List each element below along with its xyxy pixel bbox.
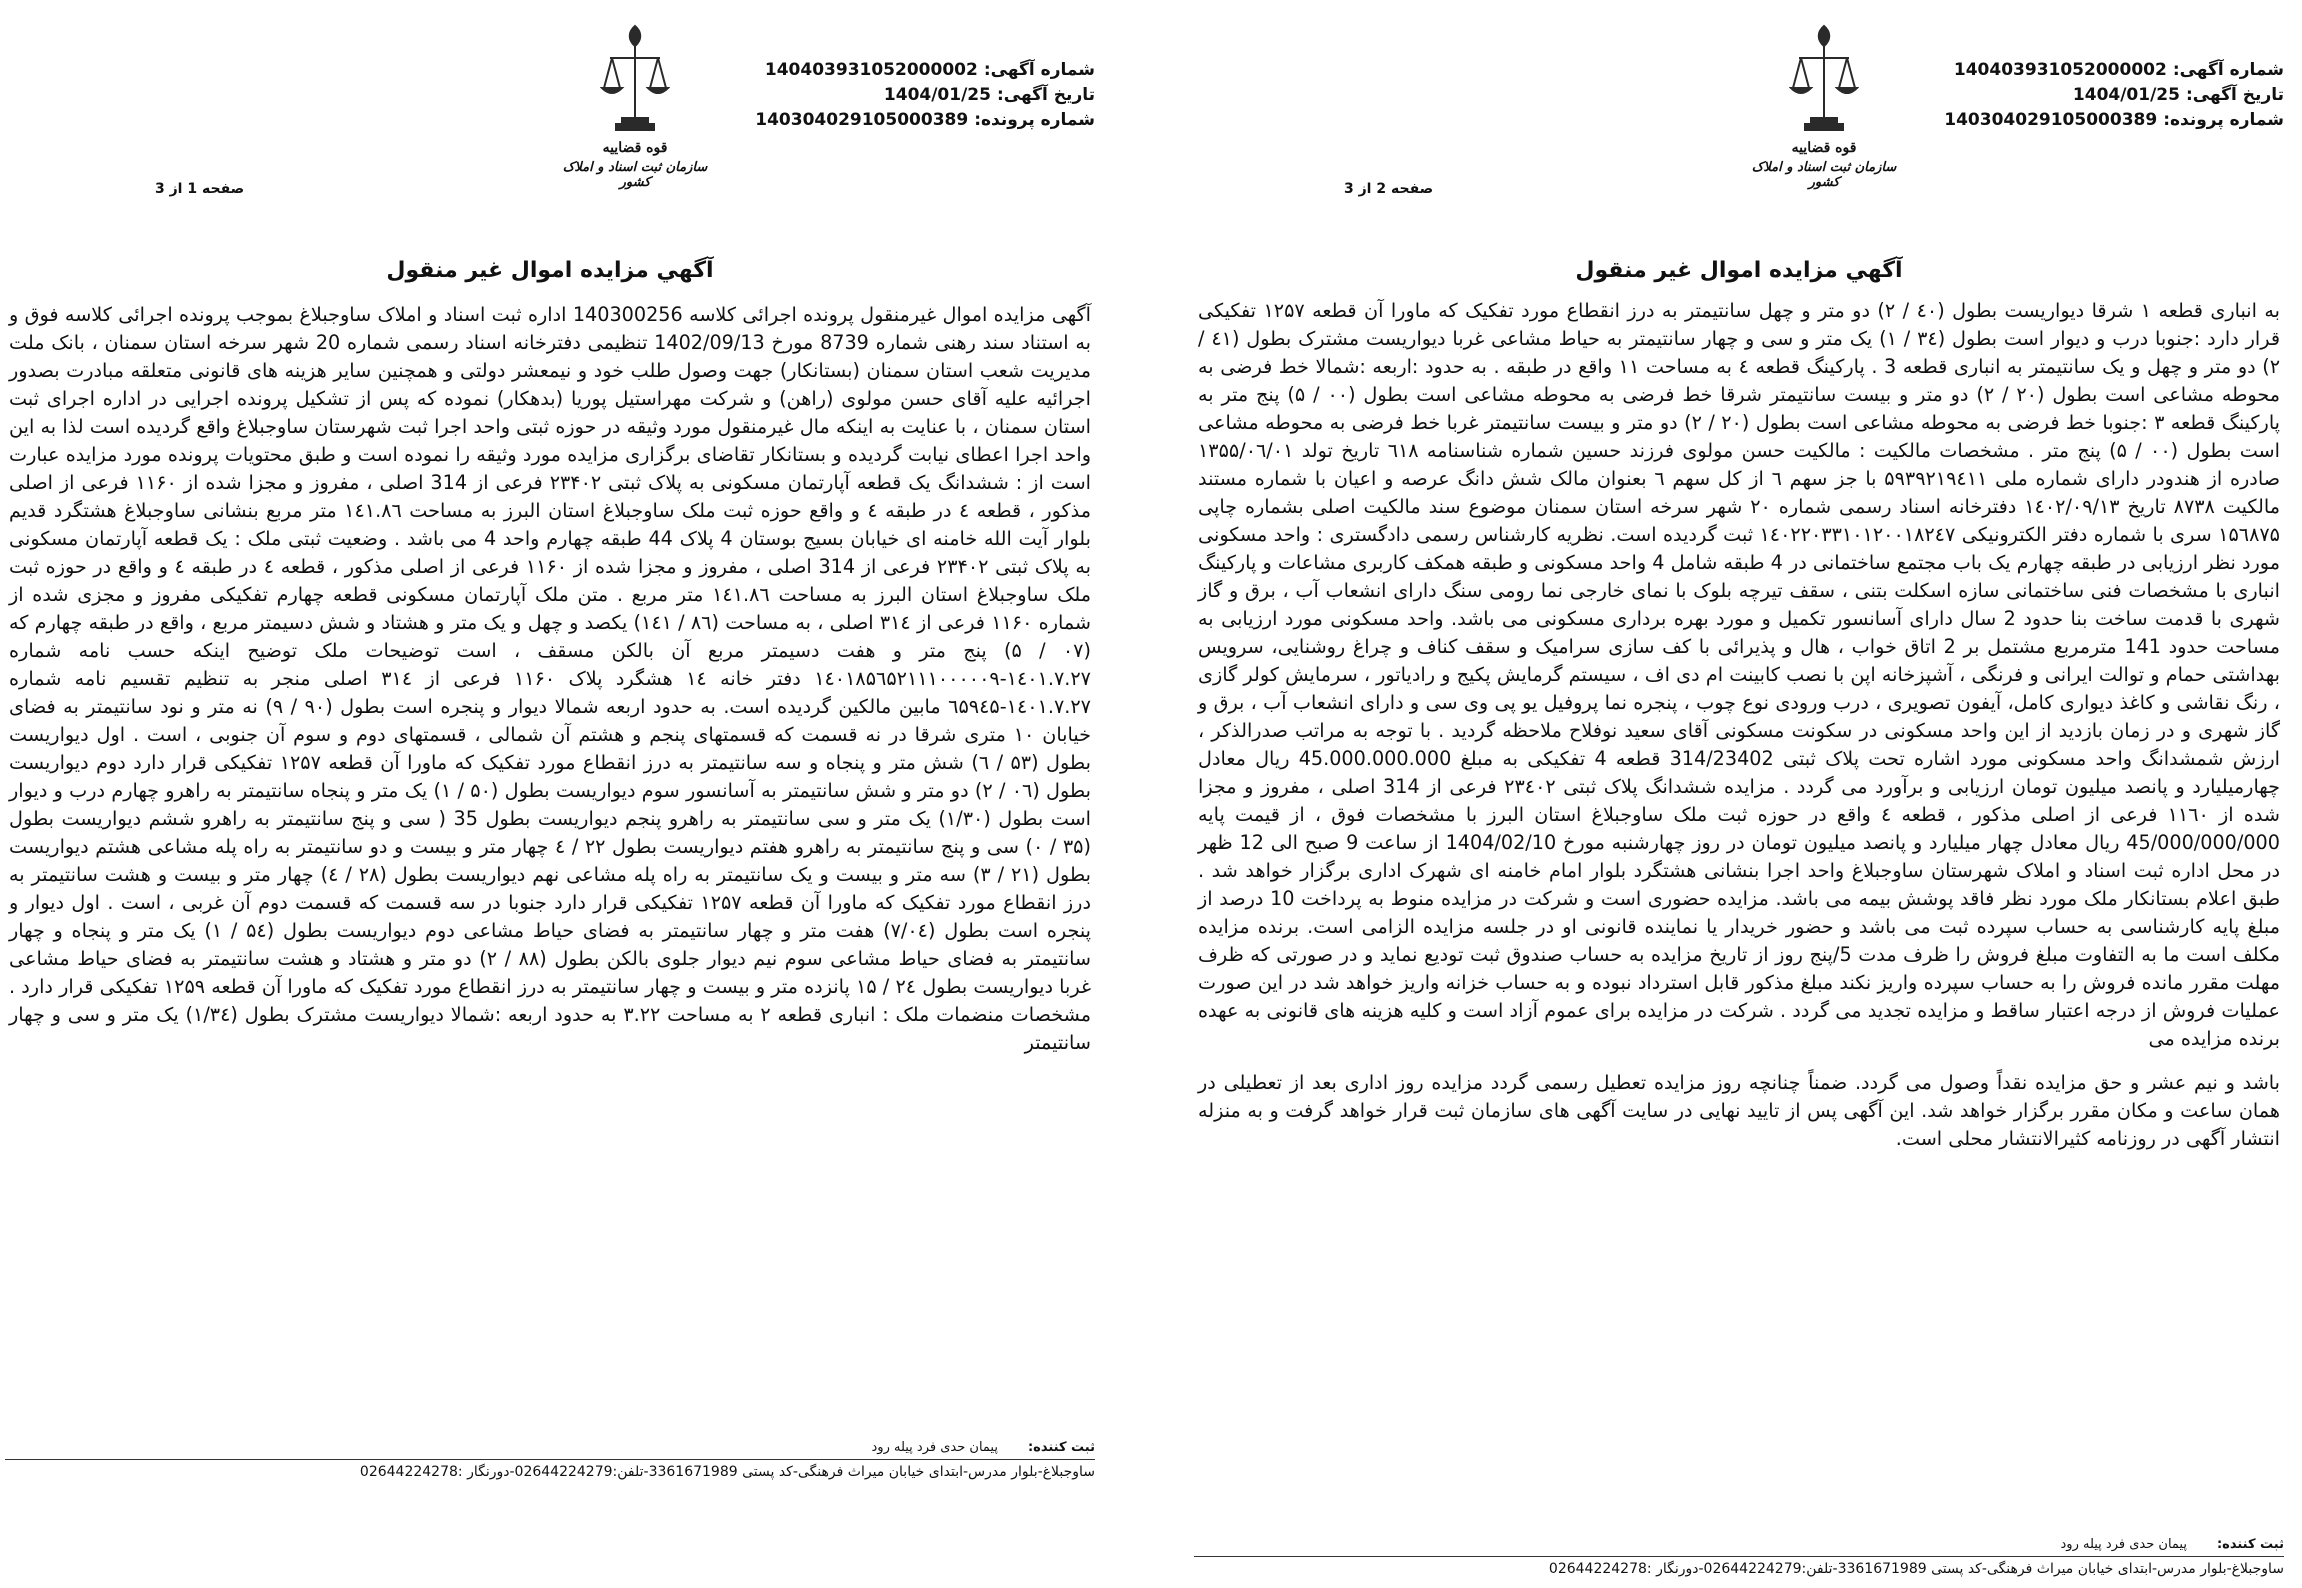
notice-meta <box>1944 58 2284 133</box>
logo-caption-judiciary: قوه قضاییه <box>1791 140 1857 156</box>
judiciary-logo <box>560 18 710 223</box>
notice-meta <box>755 58 1095 133</box>
page-number: صفحه 2 از 3 <box>1344 181 1434 197</box>
notice-date-label: تاریخ آگهی: <box>996 85 1095 105</box>
signer <box>1194 1537 2284 1552</box>
page-footer <box>1194 1537 2284 1577</box>
notice-number: 140403931052000002 <box>1953 60 2167 80</box>
notice-body-closing: باشد و نیم عشر و حق مزایده نقداً وصول می گردد. ضمناً چنانچه روز مزایده تعطیل رسمی گردد مزایده روز اداری بعد از تعطیلی در همان ساعت و مکان مقرر برگزار خواهد شد. این آگهی پس از تایید نهایی در سایت آگهی های سازمان ثبت قرار خواهد گرفت و به منزله انتشار آگهی در روزنامه کثیرالانتشار محلی است. <box>1198 1071 2280 1150</box>
signer-name: پیمان حدی فرد پیله رود <box>871 1440 998 1455</box>
case-number-label: شماره پرونده: <box>2163 110 2284 130</box>
scales-emblem-icon <box>1789 18 1859 138</box>
page-footer <box>5 1440 1095 1480</box>
notice-number-label: شماره آگهی: <box>2172 60 2284 80</box>
footer-divider <box>1194 1556 2284 1557</box>
logo-caption-registry: سازمان ثبت اسناد و املاک کشور <box>562 160 708 190</box>
notice-title: آگهي مزايده اموال غير منقول <box>1575 258 1903 283</box>
case-number: 140304029105000389 <box>1944 110 2158 130</box>
case-number-label: شماره پرونده: <box>974 110 1095 130</box>
logo-caption-judiciary: قوه قضاییه <box>602 140 668 156</box>
footer-divider <box>5 1459 1095 1460</box>
notice-number: 140403931052000002 <box>764 60 978 80</box>
office-address: ساوجبلاغ-بلوار مدرس-ابتدای خیابان میراث فرهنگی-کد پستی 3361671989-تلفن:02644224279-دورنگار :02644224278 <box>359 1464 1095 1480</box>
notice-date: 1404/01/25 <box>883 85 991 105</box>
notice-page-1 <box>5 0 1095 1588</box>
scales-emblem-icon <box>600 18 670 138</box>
office-address: ساوجبلاغ-بلوار مدرس-ابتدای خیابان میراث فرهنگی-کد پستی 3361671989-تلفن:02644224279-دورنگار :02644224278 <box>1548 1561 2284 1577</box>
logo-caption-registry: سازمان ثبت اسناد و املاک کشور <box>1751 160 1897 190</box>
notice-date-label: تاریخ آگهی: <box>2185 85 2284 105</box>
page-header <box>1194 18 2284 208</box>
judiciary-logo <box>1749 18 1899 223</box>
notice-body: به انباری قطعه ۱ شرقا دیواریست بطول (٤۰ / ۲) دو متر و چهل سانتیمتر به درز انقطاع مورد تفکیک که ماورا آن قطعه ۱۲۵۷ تفکیکی قرار دارد :جنوبا درب و دیوار است بطول (۳٤ / ۱) یک متر و سی و چهار سانتیمتر به حیاط مشاعی غربا دیواریست مشترک بطول (٤۱ / ۲) دو متر و چهل و یک سانتیمتر به انباری قطعه 3 . پارکینگ قطعه ٤ به مساحت ۱۱ واقع در طبقه . به حدود :اربعه :شمالا خط فرضی به محوطه مشاعی است بطول (۲۰ / ۲) دو متر و بیست سانتیمتر شرقا خط فرضی به محوطه مشاعی است بطول (۰۰ / ۵) پنج متر به پارکینگ قطعه ۳ :جنوبا خط فرضی به محوطه مشاعی است بطول (۲۰ / ۲) دو متر و بیست سانتیمتر غربا خط فرضی به محوطه مشاعی است بطول (۰۰ / ۵) پنج متر . مشخصات مالکیت : مالکیت حسن مولوی فرزند حسین شماره شناسنامه ٦۱۸ تاریخ تولد ۱۳۵۵/۰٦/۰۱ صادره از هندودر دارای شماره ملی ۵۹۳۹۲۱۹٤۱۱ با جز سهم ٦ از کل سهم ٦ بعنوان مالک شش دانگ عرصه و اعیان با شماره مستند مالکیت ۸۷۳۸ تاریخ ۱٤۰۲/۰۹/۱۳ دفترخانه اسناد رسمی شماره ۲۰ شهر سرخه استان سمنان موضوع سند مالکیت اصلی بشماره چاپی ۱۵٦۸۷۵ سری با شماره دفتر الکترونیکی ۱٤۰۲۲۰۳۳۱۰۱۲۰۰۱۸۲٤۷ ثبت گردیده است. نظریه کارشناس رسمی دادگستری : واحد مسکونی مورد نظر ارزیابی در طبقه چهارم یک باب مجتمع ساختمانی در 4 طبقه شامل 4 واحد مسکونی و طبقه همکف کاربری مشاعات و پارکینگ انباری با مشخصات فنی ساختمانی سازه اسکلت بتنی ، سقف تیرچه بلوک با نمای خارجی نما رومی سنگ دارای انشعاب آب ، برق و گاز شهری با قدمت ساخت بنا حدود 2 سال دارای آسانسور تکمیل و مورد بهره برداری مسکونی می باشد. واحد مسکونی مورد ارزیابی به مساحت حدود 141 مترمربع مشتمل بر 2 اتاق خواب ، هال و پذیرائی با کف سازی سرامیک و سقف کناف و چراغ روشنایی، سرویس بهداشتی حمام و توالت ایرانی و فرنگی ، آشپزخانه اپن با نصب کابینت ام دی اف ، سیستم گرمایش پکیج و رادیاتور ، سرمایش کولر گازی ، رنگ نقاشی و کاغذ دیواری کامل، آیفون تصویری ، درب ورودی نوع چوب ، پنجره نما پروفیل یو پی وی سی و دارای انشعاب آب ، برق و گاز شهری و در زمان بازدید از این واحد مسکونی در سکونت مسکونی آقای سعید نوفلاح ملاحظه گردید . با توجه به مراتب صدرالذکر ، ارزش شمشدانگ واحد مسکونی مورد اشاره تحت پلاک ثبتی 314/23402 قطعه 4 تفکیکی به مبلغ 45.000.000.000 ریال معادل چهارمیلیارد و پانصد میلیون تومان ارزیابی و برآورد می گردد . مزایده ششدانگ پلاک ثبتی ۲۳٤۰۲ فرعی از 314 اصلی ، مفروز و مجزا شده از ۱۱٦۰ فرعی از اصلی مذکور ، قطعه ٤ واقع در حوزه ثبت ملک ساوجبلاغ استان البرز با مشخصات فوق ، از قیمت پایه 45/000/000/000 ریال معادل چهار میلیارد و پانصد میلیون تومان در روز چهارشنبه مورخ 1404/02/10 از ساعت 9 صبح الی 12 ظهر در محل اداره ثبت اسناد و املاک شهرستان ساوجبلاغ واحد اجرا بنشانی هشتگرد بلوار امام خامنه ای شهرک اداری برگزار خواهد شد . طبق اعلام بستانکار ملک مورد نظر فاقد پوشش بیمه می باشد. مزایده حضوری است و شرکت در مزایده منوط به پرداخت 10 درصد از مبلغ پایه کارشناسی به حساب سپرده ثبت می باشد و حضور خریدار یا نماینده قانونی او در جلسه مزایده الزامی است. برنده مزایده مکلف است ما به التفاوت مبلغ فروش را ظرف مدت 5/پنج روز از تاریخ مزایده به حساب صندوق ثبت توديع نماید و در صورتی که ظرف مهلت مقرر مانده فروش را به حساب سپرده واریز نکند مبلغ مذکور قابل استرداد نبوده و به حساب خزانه واریز خواهد شد در این صورت عملیات فروش از درجه اعتبار ساقط و مزایده تجدید می گردد . شرکت در مزایده برای عموم آزاد است و کلیه هزینه های قانونی به عهده برنده مزایده می <box>1198 299 2281 1050</box>
page-header <box>5 18 1095 208</box>
case-number: 140304029105000389 <box>755 110 969 130</box>
signer-name: پیمان حدی فرد پیله رود <box>2060 1537 2187 1552</box>
notice-date: 1404/01/25 <box>2072 85 2180 105</box>
signer-label: ثبت کننده: <box>2216 1537 2284 1552</box>
notice-number-label: شماره آگهی: <box>983 60 1095 80</box>
notice-body: آگهی مزایده اموال غیرمنقول پرونده اجرائی کلاسه 140300256 اداره ثبت اسناد و املاک ساوجبلاغ بموجب پرونده اجرائی کلاسه فوق و به استناد سند رهنی شماره 8739 مورخ 1402/09/13 تنظیمی دفترخانه اسناد رسمی شماره 20 شهر سرخه استان سمنان ، بانک ملت مدیریت شعب استان سمنان (بستانکار) جهت وصول طلب خود و نیمعشر دولتی و همچنین سایر هزینه های قانونی متعلقه مبادرت بصدور اجرائیه علیه آقای حسن مولوی (راهن) و شرکت مهراستیل پوریا (بدهکار) نموده که پس از تشکیل پرونده اجرایی در اداره اجرای ثبت استان سمنان ، با عنایت به اینکه مال غیرمنقول مورد وثیقه در حوزه ثبتی واحد اجرا ثبت شهرستان ساوجبلاغ واقع گردیده است لذا به این واحد اجرا اعطای نیابت گردیده و بستانکار تقاضای برگزاری مزایده مورد وثیقه را نموده است و طبق محتویات پرونده مورد مزایده عبارت است از : ششدانگ یک قطعه آپارتمان مسکونی به پلاک ثبتی ۲۳۴۰۲ فرعی از 314 اصلی ، مفروز و مجزا شده از ۱۱۶۰ فرعی از اصلی مذکور ، قطعه ٤ در طبقه ٤ و واقع حوزه ثبت ملک ساوجبلاغ استان البرز به مساحت ۱٤۱.۸٦ متر مربع بنشانی ساوجبلاغ هشتگرد قدیم بلوار آیت الله خامنه ای خیابان بسیج بوستان 4 پلاک 44 طبقه چهارم واحد 4 می باشد . وضعیت ثبتی ملک : یک قطعه آپارتمان مسکونی به پلاک ثبتی ۲۳۴۰۲ فرعی از 314 اصلی ، مفروز و مجزا شده از ۱۱۶۰ فرعی از اصلی مذکور ، قطعه ٤ در طبقه ٤ و واقع در حوزه ثبت ملک ساوجبلاغ استان البرز به مساحت ۱٤۱.۸٦ متر مربع . متن ملک آپارتمان مسکونی قطعه چهارم تفکیکی مفروز و مجزی شده از شماره ۱۱۶۰ فرعی از ۳۱٤ اصلی ، به مساحت (۸٦ / ۱٤۱) یکصد و چهل و یک متر و هشتاد و شش دسیمتر مربع ، واقع در طبقه چهارم که (۰۷ / ۵) پنج متر و هفت دسیمتر مربع آن بالکن مسقف ، است توضیحات ملک توضیح اینکه حسب نامه شماره ۱٤۰۱.۷.۲۷-۱٤۰۱۸۵٦۵۲۱۱۱۰۰۰۰۰۹ دفتر خانه ۱٤ هشگرد پلاک ۱۱۶۰ فرعی از ۳۱٤ اصلی منجر به تنظیم تقسیم نامه شماره ۱٤۰۱.۷.۲۷-٦۵۹٤۵ مابین مالکین گردیده است. به حدود اربعه شمالا دیوار و پنجره است بطول (۹۰ / ۹) نه متر و نود سانتیمتر به فضای خیابان ۱۰ متری شرقا در نه قسمت که قسمتهای پنجم و هشتم آن شمالی ، قسمتهای دوم و سوم آن جنوبی ، است . اول دیواریست بطول (۵۳ / ٦) شش متر و پنجاه و سه سانتیمتر به درز انقطاع مورد تفکیک که ماورا آن قطعه ۱۲۵۷ تفکیکی قرار دارد دوم دیواریست بطول (۰٦ / ۲) دو متر و شش سانتیمتر به آسانسور سوم دیواریست بطول (۵۰ / ۱) یک متر و پنجاه سانتیمتر به راهرو چهارم درب و دیوار است بطول (۱/۳۰) یک متر و سی سانتیمتر به راهرو پنجم دیواریست بطول 35 ( سی و پنج سانتیمتر به راهرو ششم دیواریست بطول (۳۵ / ۰) سی و پنج سانتیمتر به راهرو هفتم دیواریست بطول ۲۲ / ٤ چهار متر و بیست و دو سانتیمتر به راه پله مشاعی هشتم دیواریست بطول (۲۱ / ۳) سه متر و بیست و یک سانتیمتر به راه پله مشاعی نهم دیواریست بطول (۲۸ / ٤) چهار متر و بیست و هشت سانتیمتر به درز انقطاع مورد تفکیک که ماورا آن قطعه ۱۲۵۷ تفکیکی قرار دارد جنوبا در سه قسمت که قسمت دوم آن غربی ، است . اول دیوار و پنجره است بطول (۷/۰٤) هفت متر و چهار سانتیمتر به فضای حیاط مشاعی دوم دیواریست بطول (۵٤ / ۱) یک متر و پنجاه و چهار سانتیمتر به فضای حیاط مشاعی سوم نیم دیوار جلوی بالکن بطول (۸۸ / ۲) دو متر و هشتاد و هشت سانتیمتر به فضای حیاط مشاعی غربا دیواریست بطول ۲٤ / ۱۵ پانزده متر و بیست و چهار سانتیمتر به درز انقطاع مورد تفکیک که ماورا آن قطعه ۱۲۵۹ تفکیکی قرار دارد . مشخصات منضمات ملک : انباری قطعه ۲ به مساحت ۳.۲۲ به حدود اربعه :شمالا دیواریست مشترک بطول (۱/۳٤) یک متر و سی و چهار سانتیمتر <box>9 303 1092 1054</box>
notice-title: آگهي مزايده اموال غير منقول <box>386 258 714 283</box>
signer-label: ثبت کننده: <box>1027 1440 1095 1455</box>
page-number: صفحه 1 از 3 <box>155 181 245 197</box>
notice-page-2 <box>1194 0 2284 1588</box>
signer <box>5 1440 1095 1455</box>
